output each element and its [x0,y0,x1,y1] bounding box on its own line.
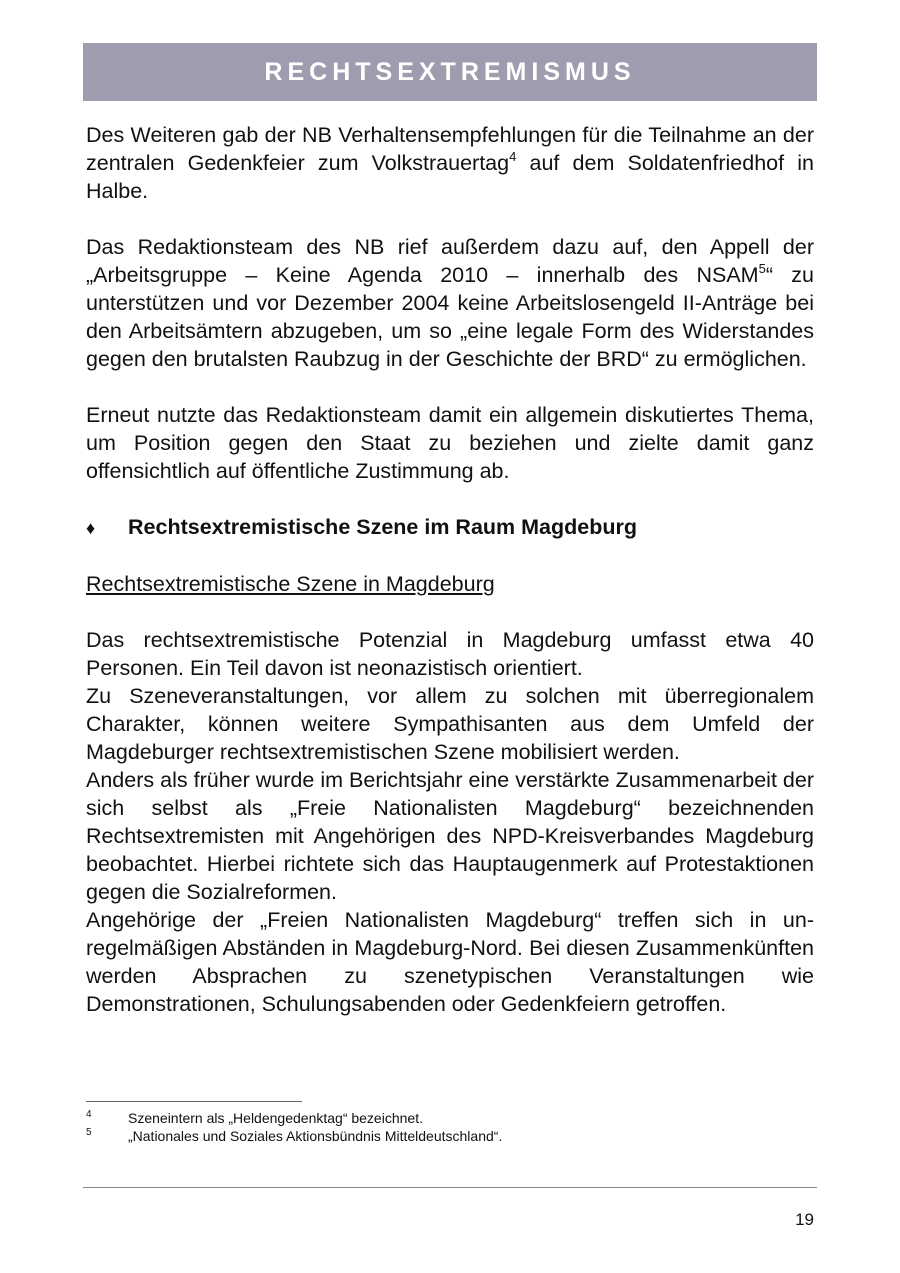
footnote-item [86,1109,814,1127]
page-header-title: RECHTSEXTREMISMUS [264,57,636,86]
bottom-divider [83,1187,817,1188]
page-number: 19 [795,1210,814,1229]
paragraph-4: Das rechtsextremistische Potenzial in Magdeburg umfasst etwa 40 Personen. Ein Teil davon ist neonazistisch orientiert. [86,628,814,680]
footnotes [86,1109,814,1145]
footnote-text: Szeneintern als „Heldengedenktag“ bezeichnet. [128,1110,423,1126]
footnote-number: 4 [86,1109,92,1120]
paragraph-1-text: Des Weiteren gab der NB Verhaltensempfehlungen für die Teilnahme an der zentralen Gedenkfeier zum Volkstrauertag [86,123,814,175]
subsection-heading: Rechtsextremistische Szene in Magdeburg [86,572,495,596]
header-bar [83,43,817,101]
section-heading [86,513,814,542]
footnote-ref-4: 4 [509,149,517,164]
footnote-text: „Nationales und Soziales Aktionsbündnis Mitteldeutschland“. [128,1128,503,1144]
footnote-item [86,1127,814,1145]
paragraph-5: Zu Szeneveranstaltungen, vor allem zu solchen mit überregionalem Charakter, können weitere Sympathisanten aus dem Umfeld der Magdeburger rechtsextremistischen Szene mobilisiert werden. [86,684,814,764]
paragraph-6: Anders als früher wurde im Berichtsjahr eine verstärkte Zusammenarbeit der sich selbst als „Freie Nationalisten Magdeburg“ bezeichnenden Rechtsextremisten mit Angehörigen des NPD-Kreisverbandes Magdeburg beobachtet. Hierbei richtete sich das Hauptaugenmerk auf Protestaktionen gegen die Sozialreformen. [86,768,814,904]
section-heading-text: Rechtsextremistische Szene im Raum Magdeburg [128,515,637,539]
paragraph-1-text-end: auf dem Soldatenfriedhof in Halbe. [86,151,814,203]
main-content [86,121,814,1018]
paragraph-2-text: Das Redaktionsteam des NB rief außerdem dazu auf, den Appell der „Arbeitsgruppe – Keine Agenda 2010 – innerhalb des NSAM [86,235,814,287]
paragraph-7: Angehörige der „Freien Nationalisten Magdeburg“ treffen sich in unregelmäßigen Abständen in Magdeburg-Nord. Bei diesen Zusammenkünften werden Absprachen zu szenetypischen Veranstaltungen wie Demonstrationen, Schulungsabenden oder Gedenkfeiern getroffen. [86,908,814,1016]
paragraph-1 [86,121,814,205]
diamond-bullet-icon: ♦ [86,518,96,538]
footnote-number: 5 [86,1127,92,1138]
paragraph-2-text-end: “ zu unterstützen und vor Dezember 2004 keine Arbeitslosengeld II-Anträge bei den Arbeitsämtern abzugeben, um so „eine legale Form des Widerstandes gegen den brutalsten Raubzug in der Geschichte der BRD“ zu ermöglichen. [86,263,815,371]
paragraph-2 [86,233,814,373]
footnote-ref-5: 5 [758,261,766,276]
footnote-divider [86,1101,302,1102]
paragraph-3: Erneut nutzte das Redaktionsteam damit ein allgemein diskutiertes Thema, um Position gegen den Staat zu beziehen und zielte damit ganz offensichtlich auf öffentliche Zustimmung ab. [86,403,814,483]
